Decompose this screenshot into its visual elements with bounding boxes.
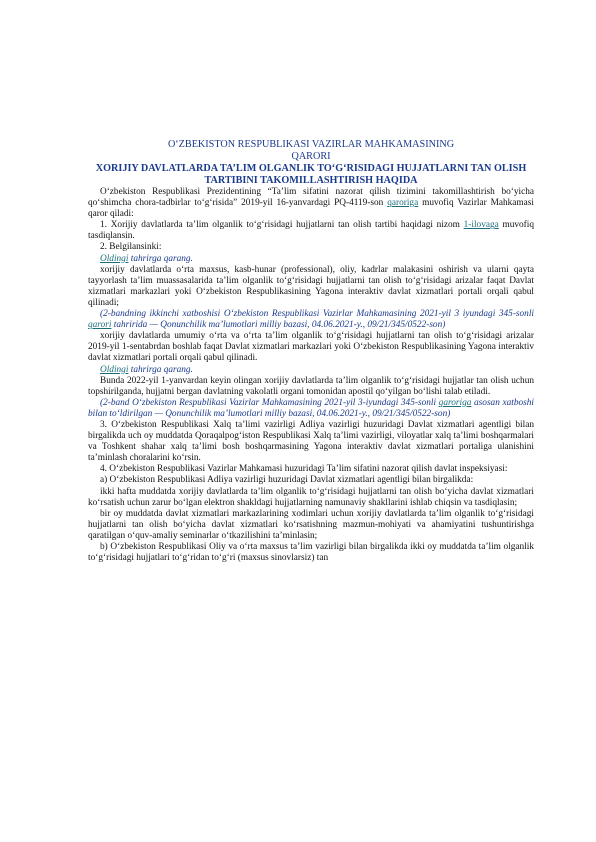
item-1-text-end: muvofiq tasdiqlansin.: [88, 220, 534, 242]
intro-paragraph: [88, 187, 534, 220]
previous-edition-link[interactable]: Oldingi: [100, 364, 129, 375]
previous-edition-link[interactable]: Oldingi: [100, 253, 129, 264]
edit-note-text: tahrirga qarang.: [128, 364, 193, 375]
qaroriga-link[interactable]: qaroriga: [438, 397, 472, 408]
item-4b: b) O‘zbekiston Respublikasi Oliy va o‘rta maxsus ta’lim vazirligi bilan birgalikda ikki oy muddatda ta’lim olganlik to‘g‘risidagi hujjatlari to‘g‘ridan to‘g‘ri (maxsus sinovlarsiz) tan: [88, 542, 534, 564]
doc-title-main: XORIJIY DAVLATLARDA TA’LIM OLGANLIK TO‘G‘RISIDAGI HUJJATLARNI TAN OLISH TARTIBINI TAKOMILLASHTIRISH HAQIDA: [95, 163, 527, 186]
doc-title-line1: O‘ZBEKISTON RESPUBLIKASI VAZIRLAR MAHKAMASINING: [167, 139, 455, 150]
edit-note-text: tahrirga qarang.: [128, 253, 193, 264]
item-2: 2. Belgilansinki:: [100, 242, 162, 253]
item-4: 4. O‘zbekiston Respublikasi Vazirlar Mahkamasi huzuridagi Ta’lim sifatini nazorat qilish davlat inspeksiyasi:: [100, 464, 508, 475]
item-2-para-2: xorijiy davlatlarda umumiy o‘rta va o‘rta ta’lim olganlik to‘g‘risidagi hujjatlarni tan olish to‘g‘risidagi arizalar 2019-yil 1-sentabrdan boshlab faqat Davlat xizmatlari markazlari yoki O‘zbekiston Respublikasining Yagona interaktiv davlat xizmatlari portali orqali qabul qilinadi.: [88, 331, 534, 364]
doc-title-line2: QARORI: [291, 151, 331, 162]
item-2-para-3: Bunda 2022-yil 1-yanvardan keyin olingan xorijiy davlatlarda ta’lim olganlik to‘g‘risidagi hujjatlar tan olish uchun topshirilganda, hujjatni bergan davlatning vakolatli organi tomonidan apostil qo‘yilgan bo‘lishi talab etiladi.: [88, 375, 534, 397]
intro-text: O‘zbekiston Respublikasi Prezidentining “Ta’lim sifatini nazorat qilish tizimini takomillashtirish bo‘yicha qo‘shimcha chora-tadbirlar to‘g‘risida” 2019-yil 16-yanvardagi PQ-4119-son: [88, 187, 534, 209]
amendment-note-text: (2-bandning ikkinchi xatboshisi O‘zbekiston Respublikasi Vazirlar Mahkamasining 2021-yil 3 iyundagi 345-sonli: [100, 309, 534, 320]
item-4a-sub-2: bir oy muddatda davlat xizmatlari markazlarining xodimlari uchun xorijiy davlatlarda ta’lim olganlik to‘g‘risidagi hujjatlarni tan olish bo‘yicha davlat xizmatlari ko‘rsatishning mazmun-mohiyati va ahamiyatini tushuntirishga qaratilgan o‘quv-amaliy seminarlar o‘tkazilishini ta’minlasin;: [88, 508, 534, 541]
amendment-note-2: [88, 398, 534, 420]
item-2-para-1: xorijiy davlatlarda o‘rta maxsus, kasb-hunar (professional), oliy, kadrlar malakasini oshirish va ularni qayta tayyorlash ta’lim muassasalarida ta’lim olganlik to‘g‘risidagi hujjatlarni tan olish to‘g‘risidagi arizalar faqat Davlat xizmatlari markazlari yoki O‘zbekiston Respublikasining Yagona interaktiv davlat xizmatlari portali orqali qabul qilinadi;: [88, 264, 534, 308]
amendment-note-text-end: tahririda — Qonunchilik ma’lumotlari milliy bazasi, 04.06.2021-y., 09/21/345/0522-son): [111, 320, 446, 331]
item-1-text: 1. Xorijiy davlatlarda ta’lim olganlik to‘g‘risidagi hujjatlarni tan olish tartibi haqidagi nizom: [100, 220, 464, 231]
intro-text-end: muvofiq Vazirlar Mahkamasi qaror qiladi:: [88, 198, 534, 220]
amendment-note-text-end: asosan xatboshi bilan to‘ldirilgan — Qonunchilik ma’lumotlari milliy bazasi, 04.06.2021-y., 09/21/345/0522-son): [88, 397, 534, 419]
item-4a: a) O‘zbekiston Respublikasi Adliya vazirligi huzuridagi Davlat xizmatlari agentligi bilan birgalikda:: [100, 475, 474, 486]
appendix-1-link[interactable]: 1-ilovaga: [463, 220, 499, 231]
item-4a-sub-1: ikki hafta muddatda xorijiy davlatlarda ta’lim olganlik to‘g‘risidagi hujjatlarni tan olish bo‘yicha davlat xizmatlari ko‘rsatish uchun zarur bo‘lgan elektron shakldagi hujjatlarning namunaviy shakllarini ishlab chiqsin va tasdiqlasin;: [88, 486, 534, 508]
qarori-link[interactable]: qarori: [88, 320, 112, 331]
edit-note-2: [88, 365, 534, 376]
amendment-note-1: [88, 309, 534, 331]
qaroriga-link[interactable]: qaroriga: [387, 198, 419, 209]
document-content: [88, 139, 534, 564]
item-3: 3. O‘zbekiston Respublikasi Xalq ta’limi vazirligi Adliya vazirligi huzuridagi Davlat xizmatlari agentligi bilan birgalikda uch oy muddatda Qoraqalpog‘iston Respublikasi Xalq ta’limi vazirligi, viloyatlar xalq ta’limi boshqarmalari va Toshkent shahar xalq ta’limi bosh boshqarmasining Yagona interaktiv davlat xizmatlari portaliga ulanishini ta’minlash choralarini ko‘rsin.: [88, 419, 534, 464]
item-1: [88, 220, 534, 242]
edit-note-1: [88, 254, 534, 265]
amendment-note-text: (2-band O‘zbekiston Respublikasi Vazirlar Mahkamasining 2021-yil 3-iyundagi 345-sonli: [100, 397, 439, 408]
